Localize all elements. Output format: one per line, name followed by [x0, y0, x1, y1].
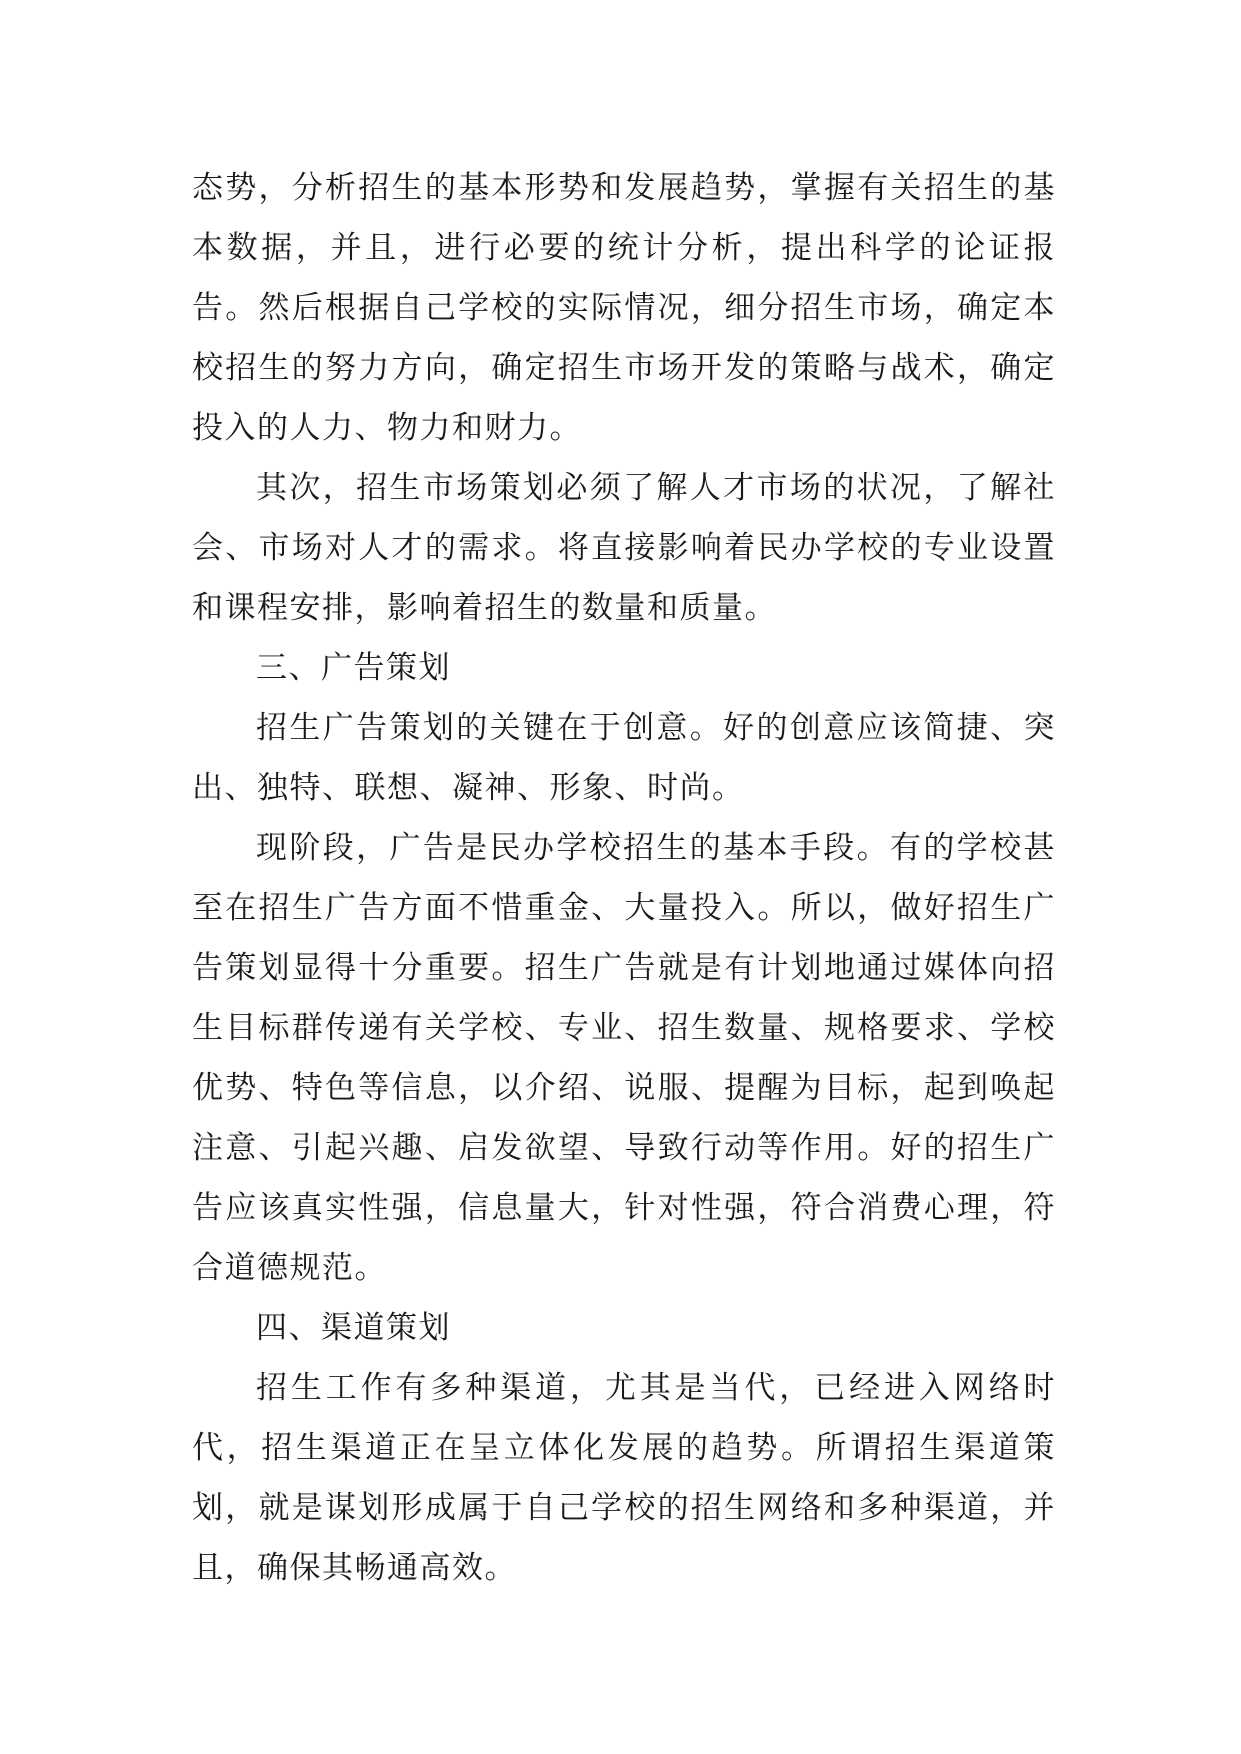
- section-heading-channels: 四、渠道策划: [256, 1310, 451, 1346]
- paragraph-5: 招生工作有多种渠道，尤其是当代，已经进入网络时代，招生渠道正在呈立体化发展的趋势。所谓招生渠道策划，就是谋划形成属于自己学校的招生网络和多种渠道，并且，确保其畅通高效。: [192, 1370, 1056, 1586]
- paragraph-4: 现阶段，广告是民办学校招生的基本手段。有的学校甚至在招生广告方面不惜重金、大量投入。所以，做好招生广告策划显得十分重要。招生广告就是有计划地通过媒体向招生目标群传递有关学校、专业、招生数量、规格要求、学校优势、特色等信息，以介绍、说服、提醒为目标，起到唤起注意、引起兴趣、启发欲望、导致行动等作用。好的招生广告应该真实性强，信息量大，针对性强，符合消费心理，符合道德规范。: [192, 830, 1056, 1286]
- paragraph-2: 其次，招生市场策划必须了解人才市场的状况，了解社会、市场对人才的需求。将直接影响着民办学校的专业设置和课程安排，影响着招生的数量和质量。: [192, 470, 1056, 626]
- document-body: [192, 158, 1056, 1598]
- section-heading-advertising: 三、广告策划: [256, 650, 451, 686]
- paragraph-3: 招生广告策划的关键在于创意。好的创意应该简捷、突出、独特、联想、凝神、形象、时尚。: [192, 710, 1056, 806]
- paragraph-1: 态势，分析招生的基本形势和发展趋势，掌握有关招生的基本数据，并且，进行必要的统计分析，提出科学的论证报告。然后根据自己学校的实际情况，细分招生市场，确定本校招生的努力方向，确定招生市场开发的策略与战术，确定投入的人力、物力和财力。: [192, 170, 1056, 446]
